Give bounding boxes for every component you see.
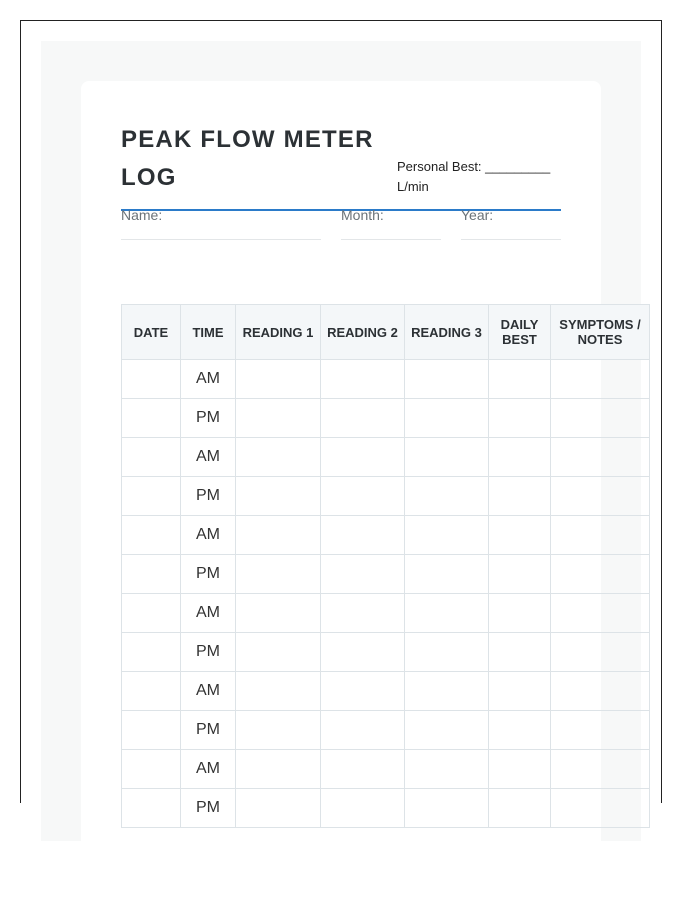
entry-cell[interactable] <box>489 672 551 711</box>
entry-cell[interactable] <box>236 672 321 711</box>
entry-cell[interactable] <box>122 750 181 789</box>
entry-cell[interactable] <box>551 750 650 789</box>
time-cell: AM <box>181 516 236 555</box>
time-cell: PM <box>181 633 236 672</box>
entry-cell[interactable] <box>236 750 321 789</box>
entry-cell[interactable] <box>405 594 489 633</box>
entry-cell[interactable] <box>551 672 650 711</box>
entry-cell[interactable] <box>551 399 650 438</box>
entry-cell[interactable] <box>236 789 321 828</box>
entry-cell[interactable] <box>489 516 551 555</box>
entry-cell[interactable] <box>551 633 650 672</box>
time-cell: PM <box>181 789 236 828</box>
entry-cell[interactable] <box>122 438 181 477</box>
entry-cell[interactable] <box>551 477 650 516</box>
personal-best: Personal Best: _________ L/min <box>397 159 551 194</box>
table-row <box>122 438 650 477</box>
entry-cell[interactable] <box>321 438 405 477</box>
entry-cell[interactable] <box>321 360 405 399</box>
table-row <box>122 555 650 594</box>
entry-cell[interactable] <box>489 399 551 438</box>
entry-cell[interactable] <box>236 399 321 438</box>
entry-cell[interactable] <box>405 633 489 672</box>
entry-cell[interactable] <box>489 633 551 672</box>
entry-cell[interactable] <box>489 594 551 633</box>
time-cell: PM <box>181 477 236 516</box>
entry-cell[interactable] <box>489 555 551 594</box>
column-header: READING 1 <box>236 305 321 360</box>
table-row <box>122 633 650 672</box>
entry-cell[interactable] <box>405 360 489 399</box>
time-cell: AM <box>181 594 236 633</box>
table-row <box>122 711 650 750</box>
entry-cell[interactable] <box>236 438 321 477</box>
log-sheet <box>81 81 641 881</box>
entry-cell[interactable] <box>405 438 489 477</box>
column-header: DAILY BEST <box>489 305 551 360</box>
page-frame <box>20 20 662 816</box>
entry-cell[interactable] <box>122 594 181 633</box>
entry-cell[interactable] <box>321 750 405 789</box>
month-field[interactable]: Month: <box>341 207 441 240</box>
entry-cell[interactable] <box>551 360 650 399</box>
table-row <box>122 594 650 633</box>
entry-cell[interactable] <box>236 360 321 399</box>
time-cell: PM <box>181 711 236 750</box>
entry-cell[interactable] <box>551 711 650 750</box>
entry-cell[interactable] <box>405 789 489 828</box>
time-cell: PM <box>181 399 236 438</box>
entry-cell[interactable] <box>405 477 489 516</box>
time-cell: AM <box>181 360 236 399</box>
table-row <box>122 672 650 711</box>
entry-cell[interactable] <box>122 360 181 399</box>
entry-cell[interactable] <box>321 555 405 594</box>
entry-cell[interactable] <box>489 750 551 789</box>
entry-cell[interactable] <box>551 555 650 594</box>
column-header: DATE <box>122 305 181 360</box>
entry-cell[interactable] <box>489 789 551 828</box>
year-field[interactable]: Year: <box>461 207 561 240</box>
entry-cell[interactable] <box>321 633 405 672</box>
log-table <box>121 304 650 828</box>
entry-cell[interactable] <box>405 399 489 438</box>
entry-cell[interactable] <box>122 633 181 672</box>
entry-cell[interactable] <box>551 438 650 477</box>
entry-cell[interactable] <box>489 711 551 750</box>
entry-cell[interactable] <box>236 594 321 633</box>
time-cell: AM <box>181 672 236 711</box>
entry-cell[interactable] <box>236 516 321 555</box>
column-header: READING 2 <box>321 305 405 360</box>
column-header: SYMPTOMS / NOTES <box>551 305 650 360</box>
entry-cell[interactable] <box>122 477 181 516</box>
header <box>121 121 561 211</box>
table-row <box>122 477 650 516</box>
entry-cell[interactable] <box>489 360 551 399</box>
table-row <box>122 399 650 438</box>
entry-cell[interactable] <box>321 399 405 438</box>
entry-cell[interactable] <box>122 399 181 438</box>
table-row <box>122 789 650 828</box>
entry-cell[interactable] <box>236 477 321 516</box>
column-header: TIME <box>181 305 236 360</box>
entry-cell[interactable] <box>321 594 405 633</box>
entry-cell[interactable] <box>551 516 650 555</box>
entry-cell[interactable] <box>122 672 181 711</box>
entry-cell[interactable] <box>489 477 551 516</box>
time-cell: PM <box>181 555 236 594</box>
page-title: PEAK FLOW METER LOG <box>121 126 374 191</box>
entry-cell[interactable] <box>551 594 650 633</box>
entry-cell[interactable] <box>236 555 321 594</box>
entry-cell[interactable] <box>236 711 321 750</box>
entry-cell[interactable] <box>405 516 489 555</box>
table-row <box>122 750 650 789</box>
entry-cell[interactable] <box>321 672 405 711</box>
entry-cell[interactable] <box>321 711 405 750</box>
column-header: READING 3 <box>405 305 489 360</box>
entry-cell[interactable] <box>405 555 489 594</box>
entry-cell[interactable] <box>122 789 181 828</box>
entry-cell[interactable] <box>321 789 405 828</box>
name-field[interactable]: Name: <box>121 207 321 240</box>
entry-cell[interactable] <box>236 633 321 672</box>
entry-cell[interactable] <box>405 750 489 789</box>
entry-cell[interactable] <box>321 516 405 555</box>
entry-cell[interactable] <box>122 555 181 594</box>
entry-cell[interactable] <box>551 789 650 828</box>
table-row <box>122 360 650 399</box>
entry-cell[interactable] <box>321 477 405 516</box>
entry-cell[interactable] <box>489 438 551 477</box>
entry-cell[interactable] <box>405 672 489 711</box>
time-cell: AM <box>181 438 236 477</box>
entry-cell[interactable] <box>122 711 181 750</box>
entry-cell[interactable] <box>122 516 181 555</box>
time-cell: AM <box>181 750 236 789</box>
table-row <box>122 516 650 555</box>
entry-cell[interactable] <box>405 711 489 750</box>
